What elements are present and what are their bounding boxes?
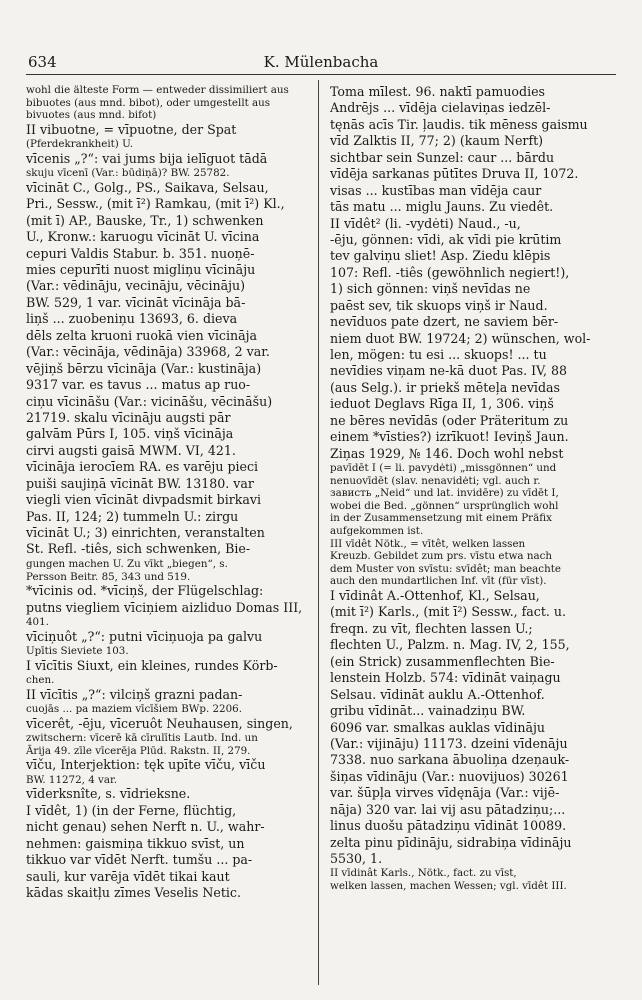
right-column	[330, 84, 622, 893]
text-line: Ārija 49. zīle vīcerēja Plūd. Rakstn. II, 279.	[26, 744, 251, 757]
text-line: bibuotes (aus mnd. bibot), oder umgestellt aus	[26, 96, 271, 109]
text-line: viegli vien vīcināt divpadsmit birkavi	[26, 492, 262, 508]
text-line: pavīdēt I (= li. pavydėti) „missgönnen“ und	[330, 462, 557, 475]
text-line: putns viegliem vīciņiem aizliduo Domas III,	[26, 599, 303, 615]
text-line: 5530, 1.	[330, 851, 383, 866]
text-line: chen.	[26, 674, 55, 687]
text-line: St. Refl. -tiês, sich schwenken, Bie-	[26, 541, 251, 557]
text-line: ciņu vīcināšu (Var.: vicināšu, vēcināšu)	[26, 393, 273, 409]
text-line: mies cepurīti nuost migliņu vīcināju	[26, 262, 256, 278]
text-line: nevīduos pate dzert, ne saviem bēr-	[330, 314, 559, 330]
text-line: linus duošu pātadziņu vīdināt 10089.	[330, 818, 567, 834]
text-line: BW. 11272, 4 var.	[26, 773, 118, 786]
running-title: K. Mülenbacha	[263, 53, 379, 71]
text-line: zwitschern: vīcerē kā cīrulītis Lautb. Ind. un	[26, 732, 258, 745]
page-number: 634	[28, 53, 57, 71]
text-line: auch den mundartlichen Inf. vīt (für vīst).	[330, 575, 547, 588]
text-line: (aus Selg.). ir priekš mēteļa nevīdas	[330, 379, 560, 395]
text-line: tev galviņu sliet! Asp. Ziedu klēpis	[330, 248, 551, 264]
text-line: vīcināt U.; 3) einrichten, veranstalten	[26, 525, 265, 541]
text-line: einem *vīsties?) izrīkuot! Ieviņš Jaun.	[330, 429, 569, 445]
text-line: nicht genau) sehen Nerft n. U., wahr-	[26, 819, 265, 835]
text-line: bivuotes (aus mnd. bifot)	[26, 109, 157, 122]
text-line: skuju vīcenī (Var.: būdiņā)? BW. 25782.	[26, 167, 230, 180]
text-line: vīcerêt, -ēju, vīceruôt Neuhausen, singen,	[26, 715, 293, 731]
text-line: freqn. zu vīt, flechten lassen U.;	[330, 620, 533, 636]
text-line: galvām Pūrs I, 105. viņš vīcināja	[26, 426, 234, 442]
text-line: 107: Refl. -tiês (gewöhnlich negiert!),	[330, 264, 570, 280]
text-line: paēst sev, tik skuops viņš ir Naud.	[330, 297, 548, 313]
text-line: var. šūpļa virves vīdęnāja (Var.: vijē-	[330, 785, 560, 801]
text-line: nāja) 320 var. lai vij asu pātadziņu;...	[330, 801, 566, 817]
text-line: 21719. skalu vīcināju augsti pār	[26, 409, 231, 425]
text-line: 7338. nuo sarkana ābuoliņa dzeņauk-	[330, 752, 570, 768]
text-line: flechten U., Palzm. n. Mag. IV, 2, 155,	[330, 637, 570, 653]
text-line: gribu vīdināt... vainadziņu BW.	[330, 703, 526, 719]
text-line: nehmen: gaismiņa tikkuo svīst, un	[26, 835, 245, 851]
text-line: зависть „Neid“ und lat. invidēre) zu vīdēt I,	[330, 487, 559, 500]
text-line: Kreuzb. Gebildet zum prs. vīstu etwa nach	[330, 550, 552, 563]
text-line: I vīdêt, 1) (in der Ferne, flüchtig,	[26, 802, 237, 818]
text-line: puiši saujiņā vīcināt BW. 13180. var	[26, 475, 254, 491]
text-line: I vīdinât A.-Ottenhof, Kl., Selsau,	[330, 588, 540, 603]
text-line: len, mögen: tu esi ... skuops! ... tu	[330, 347, 547, 362]
text-line: Pri., Sessw., (mit ī²) Ramkau, (mit ī²) Kl.,	[26, 196, 285, 212]
text-line: (ein Strick) zusammenflechten Bie-	[330, 653, 555, 669]
text-line: tikkuo var vīdēt Nerft. tumšu ... pa-	[26, 852, 253, 868]
text-line: nevīdies viņam ne-kā duot Pas. IV, 88	[330, 363, 567, 379]
text-line: zelta pinu pīdināju, sidrabiņa vīdināju	[330, 834, 572, 850]
text-line: sichtbar sein Sunzel: caur ... bārdu	[330, 149, 555, 165]
text-line: aufgekommen ist.	[330, 525, 424, 538]
text-line: vīcināt C., Golg., PS., Saikava, Selsau,	[26, 179, 269, 195]
text-line: Toma mīlest. 96. naktī pamuodies	[330, 84, 546, 99]
text-line: liņš ... zuobeniņu 13693, 6. dieva	[26, 311, 238, 327]
text-line: dēls zelta kruoni ruokā vien vīcināja	[26, 327, 258, 343]
text-line: (mit ī²) Karls., (mit ī²) Sessw., fact. u.	[330, 604, 567, 620]
text-line: U., Kronw.: karuogu vīcināt U. vīcina	[26, 229, 260, 245]
left-column	[26, 84, 309, 901]
text-line: vīciņuôt „?“: putni vīciņuoja pa galvu	[26, 628, 263, 644]
text-line: welken lassen, machen Wessen; vgl. vīdêt III.	[330, 880, 567, 893]
text-line: Pas. II, 124; 2) tummeln U.: zirgu	[26, 508, 239, 524]
text-line: tęnās acīs Tir. ļaudis. tik mēness gaismu	[330, 116, 588, 132]
text-line: nenuovīdēt (slav. nenavidėti; vgl. auch r.	[330, 474, 541, 487]
text-line: cepuri Valdis Stabur. b. 351. nuoņē-	[26, 245, 255, 261]
text-line: tās matu ... miglu Jauns. Zu viedêt.	[330, 199, 554, 215]
text-line: 1) sich gönnen: viņš nevīdas ne	[330, 281, 531, 297]
text-line: I vīcītis Siuxt, ein kleines, rundes Körb-	[26, 657, 278, 673]
text-line: ne bēres nevīdās (oder Präteritum zu	[330, 412, 569, 428]
text-line: sauli, kur varēja vīdēt tikai kaut	[26, 868, 230, 884]
page-header	[26, 52, 616, 75]
text-line: BW. 529, 1 var. vīcināt vīcināja bā-	[26, 294, 246, 310]
text-line: (Var.: vijināju) 11173. dzeini vīdenāju	[330, 735, 568, 751]
text-line: visas ... kustības man vīdēja caur	[330, 182, 542, 198]
text-line: Upītis Sieviete 103.	[26, 645, 129, 657]
text-line: 9317 var. es tavus ... matus ap ruo-	[26, 377, 251, 393]
text-line: dem Muster von svīstu: svīdêt; man beachte	[330, 562, 561, 575]
text-line: II vīcītis „?“: vilciņš grazni padan-	[26, 686, 243, 702]
text-line: II vīdinât Karls., Nötk., fact. zu vīst,	[330, 867, 517, 880]
text-line: vīcināja ierocīem RA. es varēju pieci	[26, 459, 259, 475]
text-line: -ēju, gönnen: vīdi, ak vīdi pie krūtim	[330, 231, 562, 247]
text-line: *vīcinis od. *vīciņš, der Flügelschlag:	[26, 583, 264, 599]
text-line: III vīdêt Nötk., = vītêt, welken lassen	[330, 537, 526, 550]
text-line: wohl die älteste Form — entweder dissimiliert aus	[26, 84, 289, 96]
text-line: 6096 var. smalkas auklas vīdināju	[330, 719, 545, 735]
text-line: ieduot Deglavs Rīga II, 1, 306. viņš	[330, 396, 554, 412]
text-line: 401.	[26, 615, 49, 628]
text-line: Ziņas 1929, № 146. Doch wohl nebst	[330, 445, 564, 461]
text-line: gungen machen U. Zu vīkt „biegen“, s.	[26, 557, 228, 570]
text-line: kādas skaitļu zīmes Veselis Netic.	[26, 884, 241, 900]
column-divider	[318, 80, 319, 985]
text-line: in der Zusammensetzung mit einem Präfix	[330, 512, 552, 525]
text-line: vīdēja sarkanas pūtītes Druva II, 1072.	[330, 166, 579, 182]
text-line: vējiņš bērzu vīcināja (Var.: kustināja)	[26, 360, 262, 376]
text-line: vīd Zalktis II, 77; 2) (kaum Nerft)	[330, 133, 544, 149]
text-line: Selsau. vīdināt auklu A.-Ottenhof.	[330, 686, 545, 702]
text-line: vīcenis „?“: vai jums bija ielīguot tādā	[26, 150, 268, 166]
text-line: Andrējs ... vīdēja cielaviņas iedzēl-	[330, 100, 551, 116]
text-line: (Pferdekrankheit) U.	[26, 138, 134, 151]
text-line: niem duot BW. 19724; 2) wünschen, wol-	[330, 330, 591, 346]
text-line: cuojās ... pa maziem vīcīšiem BWp. 2206.	[26, 703, 242, 716]
text-line: II vibuotne, = vīpuotne, der Spat	[26, 121, 237, 137]
text-line: (mit ī) AP., Bauske, Tr., 1) schwenken	[26, 212, 264, 228]
text-line: vīderksnîte, s. vīdrieksne.	[26, 786, 191, 802]
text-line: lenstein Holzb. 574: vīdināt vaiņagu	[330, 670, 561, 686]
text-line: (Var.: vēcināja, vēdināja) 33968, 2 var.	[26, 344, 270, 360]
text-line: cirvi augsti gaisā MWM. VI, 421.	[26, 442, 236, 458]
text-line: wobei die Bed. „gönnen“ ursprünglich wohl	[330, 499, 559, 512]
text-line: šiņas vīdināju (Var.: nuovijuos) 30261	[330, 768, 569, 784]
text-line: vīču, Interjektion: tęk upīte vīču, vīču	[26, 757, 266, 773]
text-line: II vīdêt² (li. -vydėti) Naud., -u,	[330, 215, 521, 231]
text-line: Persson Beitr. 85, 343 und 519.	[26, 570, 191, 583]
text-line: (Var.: vēdināju, vecināju, vēcināju)	[26, 278, 246, 294]
